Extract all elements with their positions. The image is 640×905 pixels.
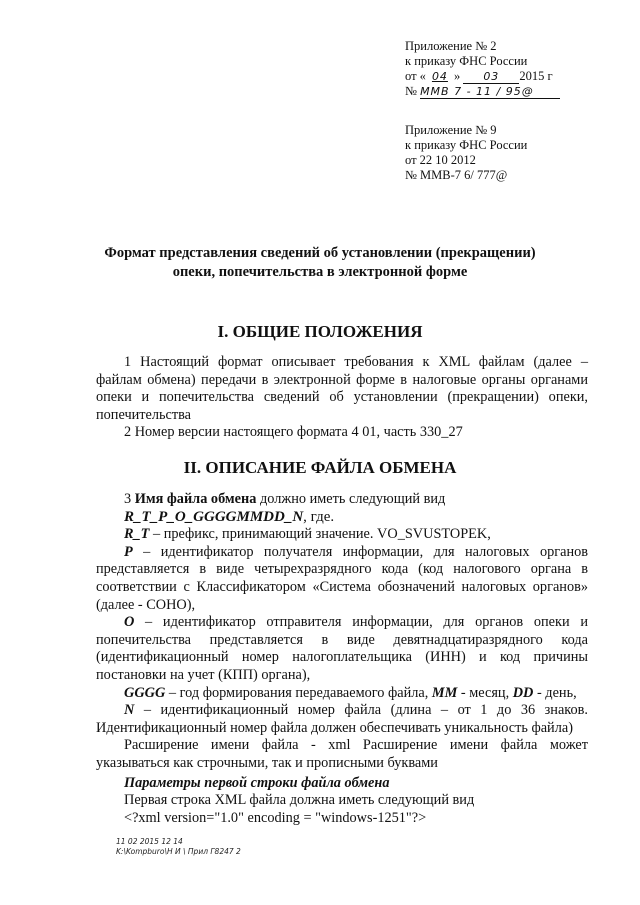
handwritten-day: 04 (431, 70, 448, 83)
definition-p: P – идентификатор получателя информации, для налоговых органов представляется в виде четырехразрядного кода (код налогового органа в соответствии с Классификатором «Система обозначений налоговых органов» (далее - СОНО), (96, 543, 588, 613)
document-title: Формат представления сведений об установлении (прекращении) опеки, попечительства в электронной форме (104, 245, 536, 280)
old-appendix-number: Приложение № 9 (405, 123, 497, 137)
appendix-header-old (405, 123, 527, 183)
appendix-order-ref: к приказу ФНС России (405, 54, 528, 68)
old-appendix-order-date: от 22 10 2012 (405, 153, 476, 167)
file-footer (116, 837, 241, 857)
handwritten-order-number: ММВ 7 - 11 / 95@ (420, 86, 560, 99)
section-heading-general: I. ОБЩИЕ ПОЛОЖЕНИЯ (217, 322, 423, 341)
appendix-number: Приложение № 2 (405, 39, 497, 53)
section-exchange-file-body (96, 491, 588, 827)
definition-rt: R_T – префикс, принимающий значение. VO_SVUSTOPEK, (124, 526, 491, 543)
appendix-order-number: № ММВ 7 - 11 / 95@ (405, 84, 560, 99)
appendix-order-date: от « 04 » 03 2015 г (405, 69, 553, 83)
xml-declaration: <?xml version="1.0" encoding = "windows-1251"?> (124, 809, 427, 826)
paragraph-3: 3 Имя файла обмена должно иметь следующий вид (124, 491, 446, 507)
first-line-paragraph: Первая строка XML файла должна иметь следующий вид (124, 792, 475, 809)
paragraph-2: 2 Номер версии настоящего формата 4 01, часть 330_27 (124, 424, 463, 441)
paragraph-1: 1 Настоящий формат описывает требования к XML файлам (далее – файлам обмена) передачи в электронной форме в налоговые органы органами опеки и попечительства сведений об установлении (прекращении) опеки, попечительства (96, 354, 588, 423)
file-name-pattern: R_T_P_O_GGGGMMDD_N, где. (124, 508, 335, 525)
first-line-params-heading: Параметры первой строки файла обмена (124, 774, 390, 791)
footer-timestamp: 11 02 2015 12 14 (116, 837, 183, 846)
definition-o: O – идентификатор отправителя информации, для органов опеки и попечительства представляется в виде девятнадцатиразрядного кода (идентификационный номер налогоплательщика (ИНН) и код причины постановки на учет (КПП) органа), (96, 614, 588, 683)
section-general-body (96, 354, 588, 442)
definition-n: N – идентификационный номер файла (длина – от 1 до 36 знаков. Идентификационный номер файла должен обеспечивать уникальность файла) (96, 702, 588, 736)
file-extension-paragraph: Расширение имени файла - xml Расширение имени файла может указываться как строчными, так и прописными буквами (96, 737, 588, 771)
section-heading-exchange-file: II. ОПИСАНИЕ ФАЙЛА ОБМЕНА (183, 458, 457, 477)
definition-date-parts: GGGG – год формирования передаваемого файла, MM - месяц, DD - день, (124, 684, 577, 701)
footer-file-path: K:\Kompburo\Н И \ Прил Г8247 2 (116, 847, 241, 856)
handwritten-month: 03 (463, 71, 519, 84)
appendix-header-new (405, 39, 560, 99)
old-appendix-order-number: № ММВ-7 6/ 777@ (405, 168, 508, 182)
old-appendix-order-ref: к приказу ФНС России (405, 138, 528, 152)
